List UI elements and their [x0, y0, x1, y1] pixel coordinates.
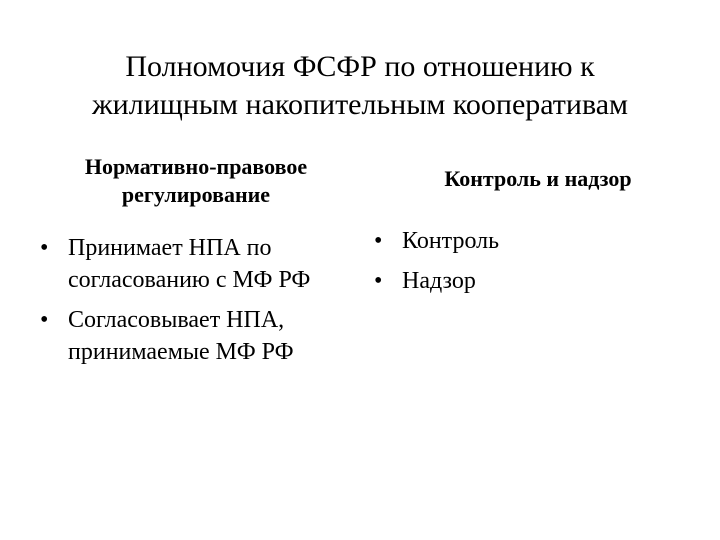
left-column-heading — [26, 153, 366, 209]
list-item — [32, 232, 362, 296]
left-column-heading-line-1: Нормативно-правовое — [84, 154, 308, 179]
list-item-text: Надзор — [402, 268, 476, 294]
bullet-icon: • — [40, 235, 49, 261]
list-item-text: Принимает НПА по согласованию с МФ РФ — [68, 235, 311, 293]
list-item-text: Согласовывает НПА, принимаемые МФ РФ — [68, 307, 294, 365]
left-column-bullet-list — [32, 232, 362, 376]
slide-title — [40, 48, 680, 124]
list-item — [32, 304, 362, 368]
right-column-heading: Контроль и надзор — [444, 166, 632, 191]
bullet-icon: • — [374, 268, 383, 294]
list-item-text: Контроль — [402, 228, 500, 254]
list-item — [366, 265, 686, 297]
slide-title-line-1: Полномочия ФСФР по отношению к — [125, 50, 595, 84]
bullet-icon: • — [374, 228, 383, 254]
slide-title-line-2: жилищным накопительным кооперативам — [91, 88, 629, 122]
list-item — [366, 225, 686, 257]
bullet-icon: • — [40, 307, 49, 333]
left-column-heading-line-2: регулирование — [121, 182, 271, 207]
right-column-bullet-list — [366, 225, 686, 305]
